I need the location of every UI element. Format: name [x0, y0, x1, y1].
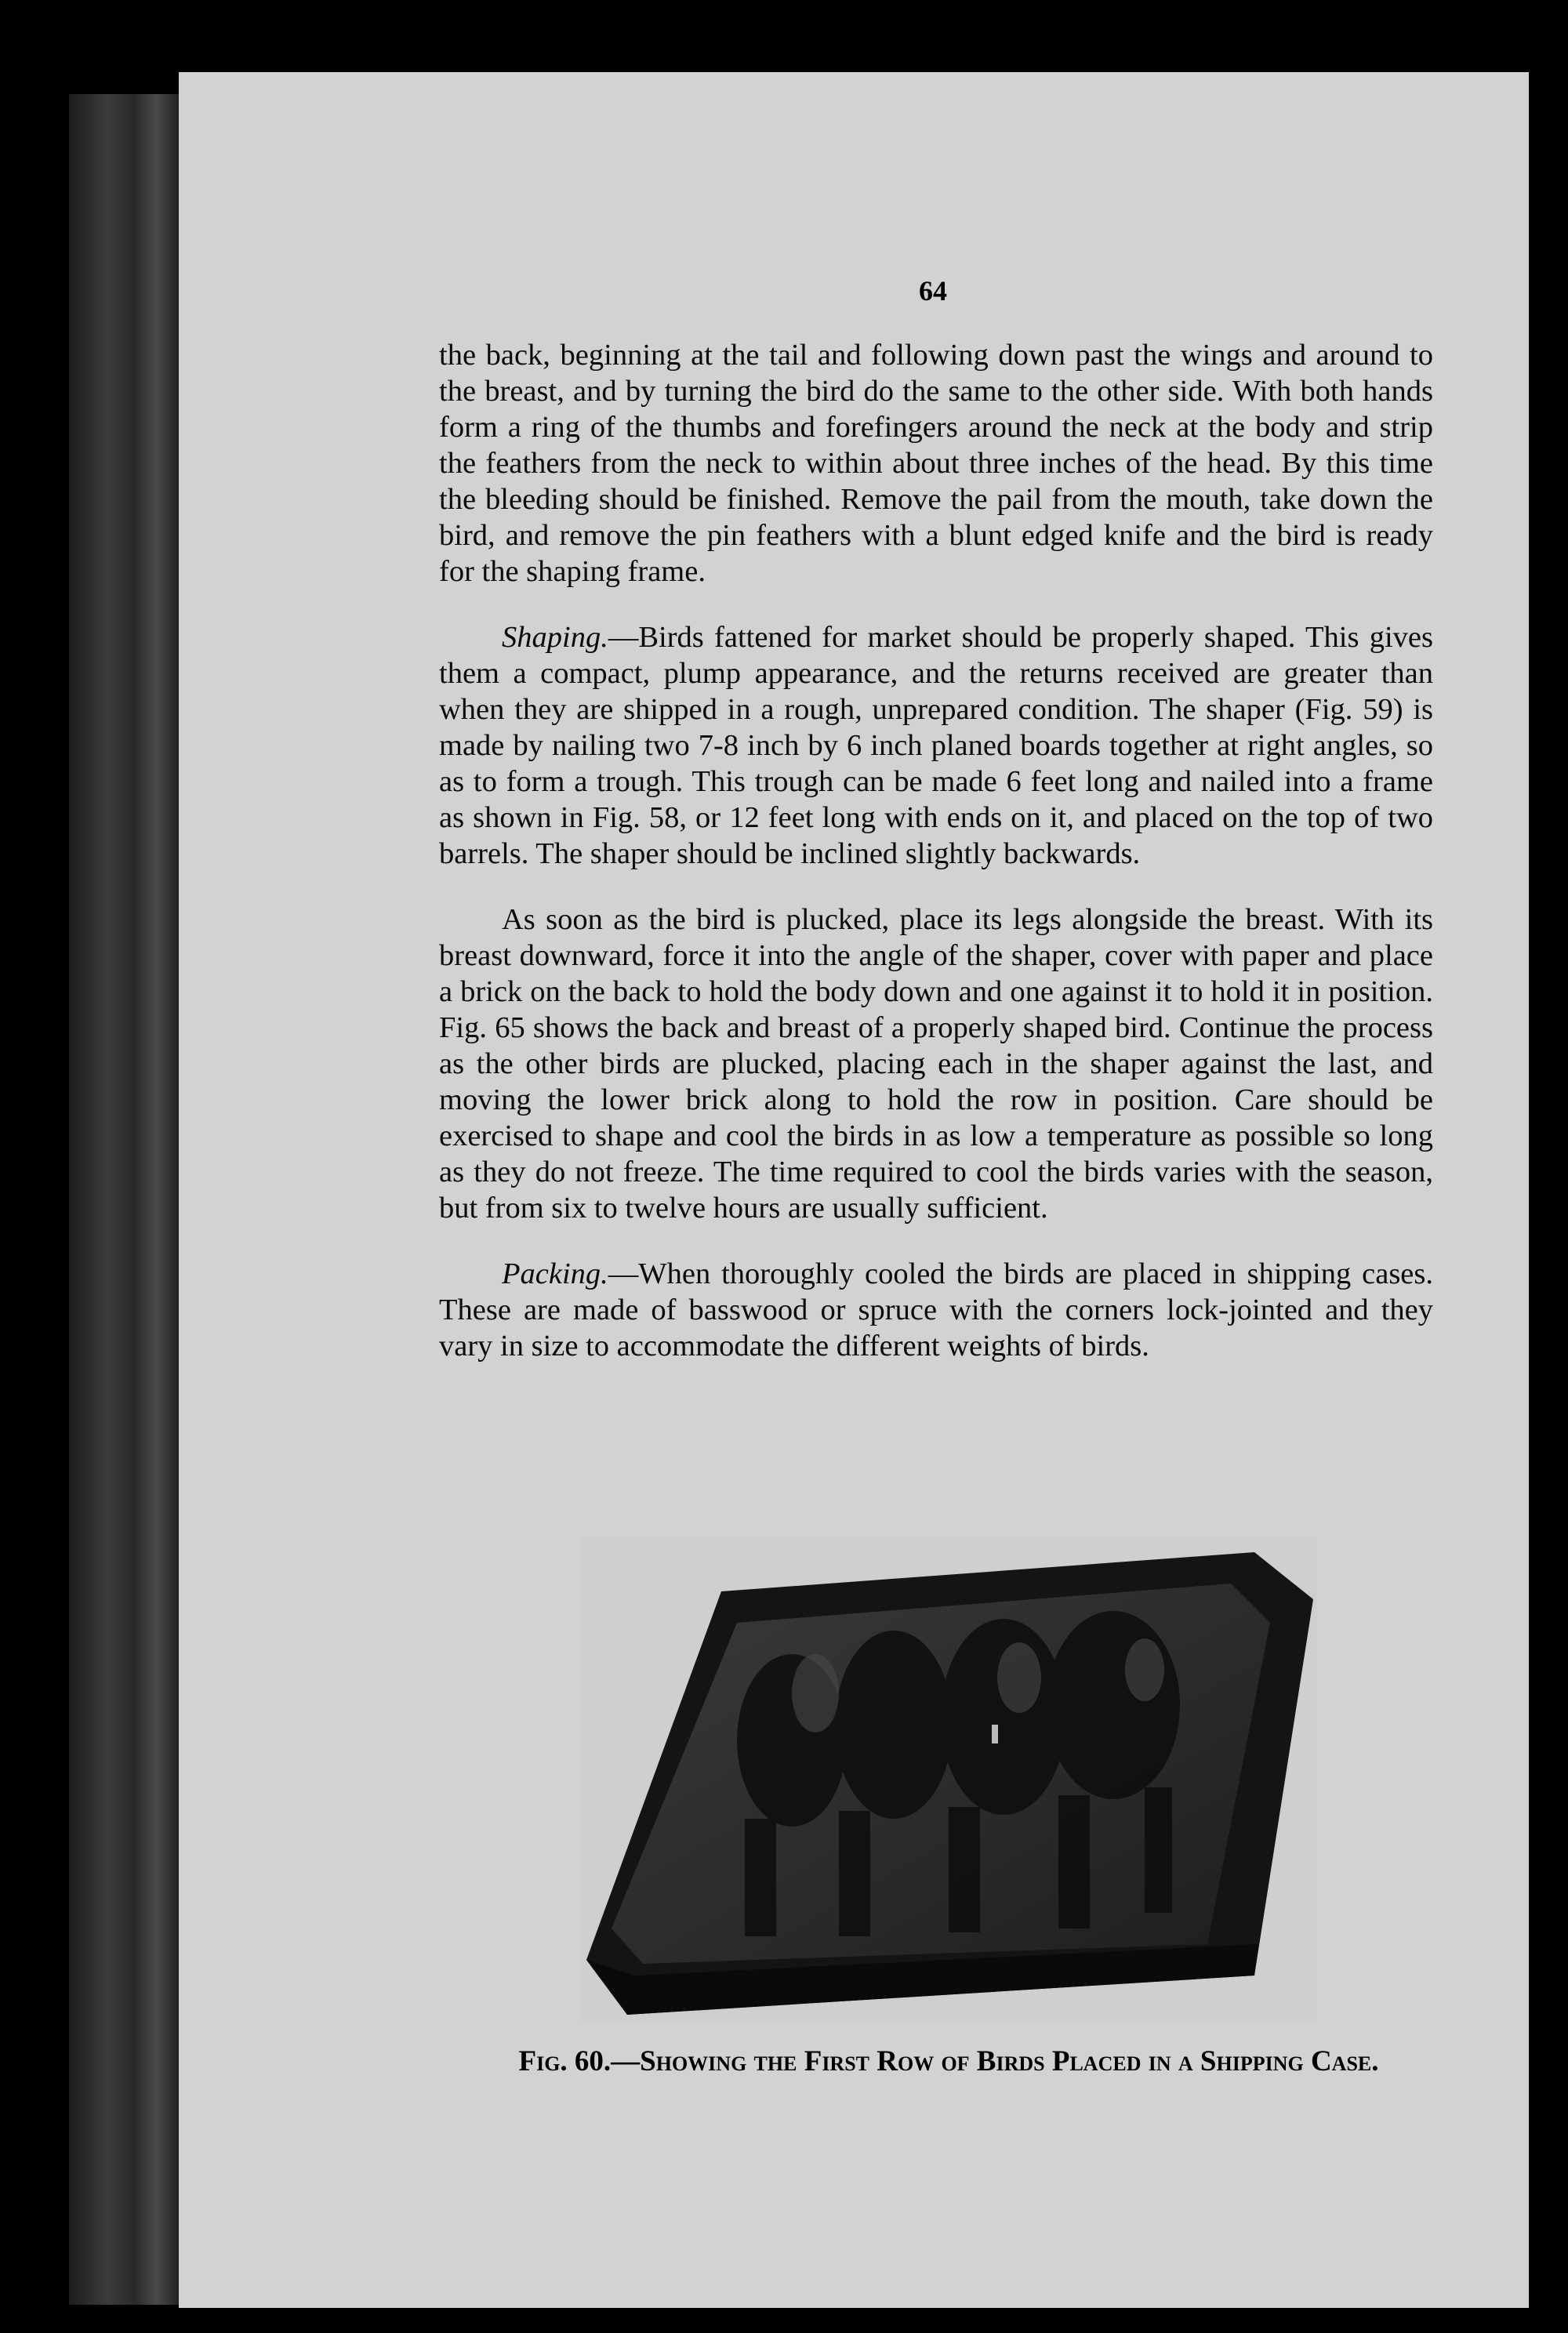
- shipping-case-photo: [580, 1537, 1317, 2023]
- book-spine: [69, 94, 179, 2305]
- paragraph-continuation: [439, 337, 1433, 590]
- paragraph-packing: [439, 1256, 1433, 1364]
- paragraph-text: the back, beginning at the tail and following down past the wings and around to the breast, and by turning the bird do the same to the other side. With both hands form a ring of the thumbs and forefingers around the neck at the body and strip the feathers from the neck to within about three inches of the head. By this time the bleeding should be finished. Remove the pail from the mouth, take down the bird, and remove the pin feathers with a blunt edged knife and the bird is ready for the shaping frame.: [439, 339, 1433, 588]
- paragraph-text: —Birds fattened for market should be properly shaped. This gives them a compact, plump appearance, and the returns received are greater than when they are shipped in a rough, unprepared condition. The shaper (Fig. 59) is made by nailing two 7-8 inch by 6 inch planed boards together at right angles, so as to form a trough. This trough can be made 6 feet long and nailed into a frame as shown in Fig. 58, or 12 feet long with ends on it, and placed on the top of two barrels. The shaper should be inclined slightly backwards.: [439, 621, 1433, 870]
- page-number: 64: [919, 275, 947, 307]
- section-heading-packing: Packing.: [502, 1257, 608, 1290]
- paragraph-plucked: [439, 902, 1433, 1226]
- figure-caption: Fig. 60.—Showing the First Row of Birds Placed in a Shipping Case.: [518, 2045, 1379, 2077]
- section-heading-shaping: Shaping.: [502, 621, 608, 654]
- body-text: [439, 337, 1433, 1394]
- paragraph-text: —When thoroughly cooled the birds are placed in shipping cases. These are made of basswood or spruce with the corners lock-jointed and they vary in size to accommodate the different weights of birds.: [439, 1257, 1433, 1362]
- paragraph-text: As soon as the bird is plucked, place its legs alongside the breast. With its breast downward, force it into the angle of the shaper, cover with paper and place a brick on the back to hold the body down and one against it to hold it in position. Fig. 65 shows the back and breast of a properly shaped bird. Continue the process as the other birds are plucked, placing each in the shaper against the last, and moving the lower brick along to hold the row in position. Care should be exercised to shape and cool the birds in as low a temperature as possible so long as they do not freeze. The time required to cool the birds varies with the season, but from six to twelve hours are usually sufficient.: [439, 903, 1433, 1225]
- paragraph-shaping: [439, 619, 1433, 872]
